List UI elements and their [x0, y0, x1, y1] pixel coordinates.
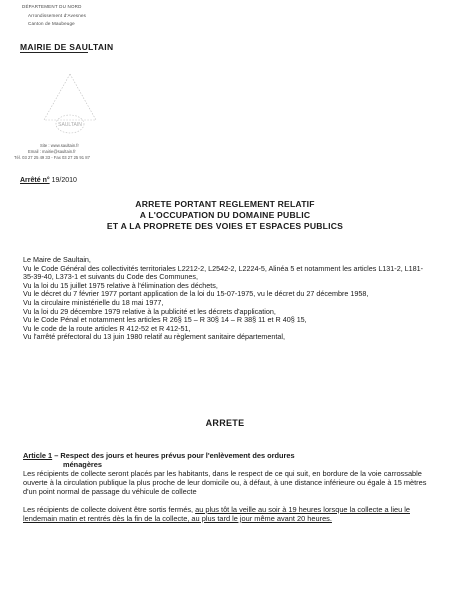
preamble-vu-loi-1979: Vu la loi du 29 décembre 1979 relative à la publicité et les décrets d'application, [23, 306, 276, 316]
arrete-number-label: Arrêté n° [20, 177, 50, 184]
mairie-name: MAIRIE DE SAULTAIN [20, 42, 114, 52]
title-line-3: ET A LA PROPRETE DES VOIES ET ESPACES PUBLICS [106, 221, 344, 231]
article-1-p2-text: Les récipients de collecte doivent être sortis fermés, [23, 505, 196, 514]
document-title [0, 199, 450, 232]
article-1-paragraph-1: Les récipients de collecte seront placés par les habitants, dans le respect de ce qui suit, en bordure de la voie carrossable ouverte à la circulation publique la plus proche de leur domicile ou, à défaut, à une distance inférieure ou égale à 15 mètres d'un point normal de passage du véhicule de collecte [23, 469, 427, 496]
mairie-underline [20, 52, 88, 53]
preamble-vu-code-route: Vu le code de la route articles R 412-52 et R 412-51, [23, 323, 191, 333]
arrete-number [20, 177, 77, 184]
preamble-vu-code-general: Vu le Code Général des collectivités territoriales L2212-2, L2542-2, L2224-5, Alinéa 5 et notamment les articles L131-2, L181-35-39-40, L373-1 et suivants du Code des Communes, [23, 263, 424, 282]
arrete-heading: ARRETE [205, 418, 245, 428]
website-link: Site : www.saultain.fr [40, 143, 79, 148]
header-department: DÉPARTEMENT DU NORD [22, 4, 82, 9]
article-1-title-continued: ménagères [63, 460, 103, 469]
title-line-1: ARRETE PORTANT REGLEMENT RELATIF [135, 199, 315, 209]
town-seal-icon [40, 72, 100, 142]
seal-text: SAULTAIN [58, 122, 82, 128]
preamble-vu-code-penal: Vu le Code Pénal et notamment les articles R 26§ 15 – R 30§ 14 – R 38§ 11 et R 40§ 15, [23, 315, 307, 325]
preamble-vu-circulaire: Vu la circulaire ministérielle du 18 mai 1977, [23, 297, 164, 307]
article-1-paragraph-2 [23, 505, 428, 523]
arrete-number-value: 19/2010 [51, 177, 77, 184]
preamble-vu-loi-1975: Vu la loi du 15 juillet 1975 relative à l'élimination des déchets, [23, 280, 218, 290]
preamble-vu-decret-1977: Vu le décret du 7 février 1977 portant application de la loi du 15-07-1975, vu le décret du 27 décembre 1958, [23, 289, 369, 299]
title-line-2: A L'OCCUPATION DU DOMAINE PUBLIC [139, 210, 311, 220]
preamble [23, 256, 428, 342]
header-canton: Canton de Maubeuge [28, 21, 75, 26]
preamble-maire: Le Maire de Saultain, [23, 255, 91, 264]
article-1-heading [23, 451, 428, 460]
phone-fax-line: Tél. 03 27 25 49 33 - Fax 03 27 25 91 87 [14, 155, 90, 160]
article-1-p2-underlined: au plus tôt la veille au soir à 19 heures lorsque la collecte a lieu le lendemain matin et rentrés dès la fin de la collecte, au plus tard le jour même avant 20 heures. [23, 505, 410, 523]
article-1-title: – Respect des jours et heures prévus pour l'enlèvement des ordures [52, 451, 295, 460]
article-1-label: Article 1 [23, 451, 53, 460]
article-1 [23, 451, 428, 523]
header-arrondissement: Arrondissement d'Avesnes [28, 13, 87, 18]
email-line: Email : mairie@saultain.fr [28, 149, 76, 154]
preamble-vu-arrete-prefectoral: Vu l'arrêté préfectoral du 13 juin 1980 relatif au règlement sanitaire départemental, [23, 332, 286, 342]
